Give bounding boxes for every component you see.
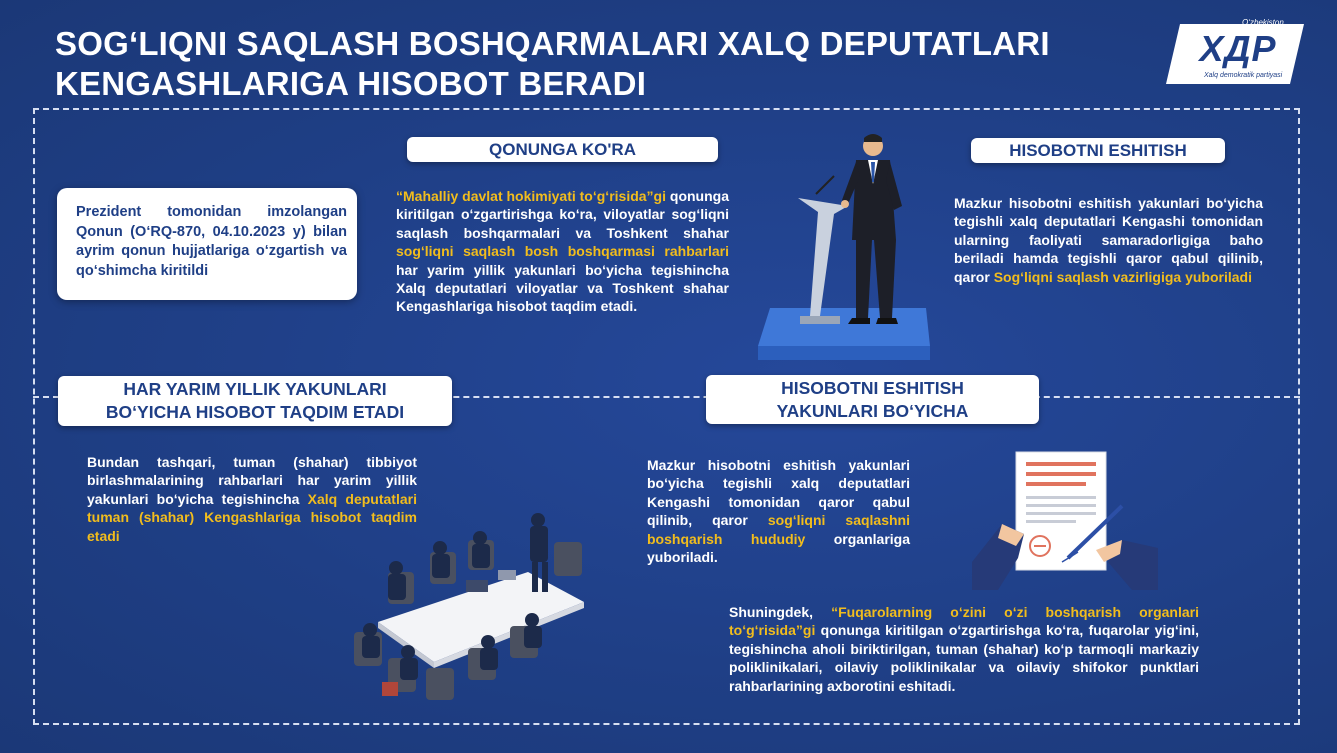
page-title [55, 24, 1135, 104]
yarim-highlight: Xalq deputatlari tuman (shahar) Kengashlariga hisobot taqdim etadi [87, 490, 417, 544]
qonunga-kora-header [407, 137, 718, 162]
bottom-highlight: “Fuqarolarning o‘zini o‘zi boshqarish organlari to‘g‘risida”gi [729, 604, 1199, 639]
hisobotni-eshitish-label: HISOBOTNI ESHITISH [1009, 140, 1187, 160]
document-signing-illustration [972, 450, 1158, 590]
yarim-header-line-1: HAR YARIM YILLIK YAKUNLARI [123, 379, 387, 399]
hisobotni-eshitish-text [954, 194, 1263, 286]
law-info-box [57, 188, 357, 300]
yakunlari-text-b: organlariga yuboriladi. [647, 530, 910, 566]
yakunlari-highlight: sog‘liqni saqlashni boshqarish hududiy [647, 512, 910, 547]
qonunga-text-b: har yarim yillik yakunlari bo‘yicha tegishincha Xalq deputatlari viloyatlar va Toshkent shahar Kengashlariga hisobot taqdim etadi. [396, 261, 729, 315]
fuqarolar-text [729, 603, 1199, 695]
title-line-2: KENGASHLARIGA HISOBOT BERADI [55, 65, 647, 102]
yarim-header-line-2: BO‘YICHA HISOBOT TAQDIM ETADI [105, 402, 405, 422]
hisobotni-eshitish-header [971, 138, 1225, 163]
eshitish-highlight: Sog‘liqni saqlash vazirligiga yuboriladi [993, 268, 1252, 285]
qonunga-text-a: qonunga kiritilgan o‘zgartirishga ko‘ra, viloyatlar sog‘liqni saqlash boshqarmalari va Toshkent shahar [396, 188, 729, 241]
yakunlari-header-line-2: YAKUNLARI BO‘YICHA [776, 400, 969, 421]
party-logo [1166, 18, 1304, 86]
speaker-podium-illustration [756, 128, 932, 360]
eshitish-yakunlari-text [647, 456, 910, 566]
har-yarim-yillik-header [58, 376, 452, 426]
bottom-text-b: qonunga kiritilgan o‘zgartirishga ko‘ra, fuqarolar yig‘ini, tegishincha aholi biriktirilgan, tuman (shahar) ko‘p tarmoqli markaziy poliklinikalari, oilaviy poliklinikalar va oilaviy shifokor punktlari rahbarlarining axborotini eshitadi. [729, 622, 1199, 694]
qonunga-highlight-2: sog‘liqni saqlash bosh boshqarmasi rahbarlari [396, 243, 729, 260]
meeting-table-illustration [348, 512, 594, 704]
eshitish-yakunlari-header [706, 375, 1039, 424]
logo-top-text: O‘zbekiston [1242, 18, 1284, 27]
title-line-1: SOG‘LIQNI SAQLASH BOSHQARMALARI XALQ DEPUTATLARI [55, 25, 1050, 62]
yakunlari-header-line-1: HISOBOTNI ESHITISH [781, 377, 964, 398]
bottom-text-a: Shuningdek, [729, 604, 832, 620]
logo-main-text: XДP [1199, 28, 1277, 69]
qonunga-kora-text [396, 187, 729, 316]
yarim-text-a: Bundan tashqari, tuman (shahar) tibbiyot birlashmalarining rahbarlari har yarim yillik yakunlari bo‘yicha tegishincha [87, 454, 417, 507]
law-info-text: Prezident tomonidan imzolangan Qonun (O‘RQ-870, 04.10.2023 y) bilan ayrim qonun hujjatlariga o‘zgartish va qo‘shimcha kiritildi [76, 204, 347, 279]
yakunlari-text-a: Mazkur hisobotni eshitish yakunlari bo‘yicha tegishli xalq deputatlari Kengashi tomonidan qaror qabul qilinib, qaror [647, 457, 910, 529]
qonunga-highlight-1: “Mahalliy davlat hokimiyati to‘g‘risida”gi [396, 188, 666, 204]
qonunga-kora-label: QONUNGA KO'RA [489, 139, 636, 159]
logo-sub-text: Xalq demokratik partiyasi [1204, 72, 1283, 79]
eshitish-text-a: Mazkur hisobotni eshitish yakunlari bo‘yicha tegishli xalq deputatlari Kengashi tomonidan ularning faoliyati samaradorligiga baho beriladi hamda tegishli qaror qabul qilinib, qaror [954, 195, 1263, 285]
